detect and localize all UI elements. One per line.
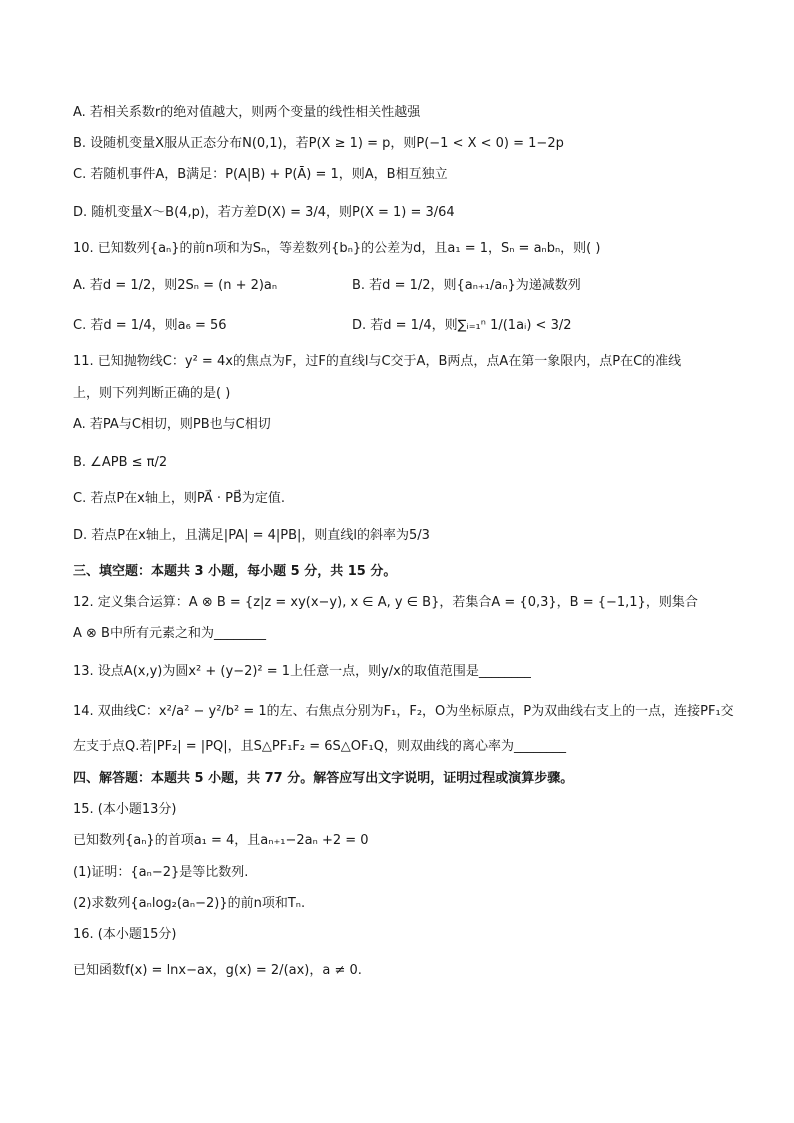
q9-option-d: D. 随机变量X～B(4,p)，若方差D(X) = 3/4，则P(X = 1) = 3/64 xyxy=(73,205,455,220)
q15-stem: 已知数列{aₙ}的首项a₁ = 4，且aₙ₊₁−2aₙ +2 = 0 xyxy=(73,833,369,848)
q10-option-d: D. 若d = 1/4，则∑ᵢ₌₁ⁿ 1/(1aᵢ) < 3/2 xyxy=(352,318,572,333)
section-3-heading: 三、填空题：本题共 3 小题，每小题 5 分，共 15 分。 xyxy=(73,564,397,579)
q12-line2: A ⊗ B中所有元素之和为________ xyxy=(73,626,266,641)
q15-title: 15. (本小题13分) xyxy=(73,802,177,817)
q11-option-d: D. 若点P在x轴上，且满足|PA| = 4|PB|，则直线l的斜率为5/3 xyxy=(73,528,430,543)
q15-part2: (2)求数列{aₙlog₂(aₙ−2)}的前n项和Tₙ. xyxy=(73,896,306,911)
q10-stem: 10. 已知数列{aₙ}的前n项和为Sₙ，等差数列{bₙ}的公差为d，且a₁ = 1，Sₙ = aₙbₙ，则( ) xyxy=(73,241,601,256)
q16-title: 16. (本小题15分) xyxy=(73,927,177,942)
q15-part1: (1)证明：{aₙ−2}是等比数列. xyxy=(73,865,249,880)
q11-stem-line1: 11. 已知抛物线C：y² = 4x的焦点为F，过F的直线l与C交于A，B两点，点A在第一象限内，点P在C的准线 xyxy=(73,354,682,369)
q11-option-b: B. ∠APB ≤ π/2 xyxy=(73,455,168,470)
q16-stem: 已知函数f(x) = lnx−ax，g(x) = 2/(ax)，a ≠ 0. xyxy=(73,963,362,978)
q12-line1: 12. 定义集合运算：A ⊗ B = {z|z = xy(x−y), x ∈ A, y ∈ B}，若集合A = {0,3}，B = {−1,1}，则集合 xyxy=(73,595,698,610)
q11-option-c: C. 若点P在x轴上，则PA⃗ · PB⃗为定值. xyxy=(73,491,286,506)
q13: 13. 设点A(x,y)为圆x² + (y−2)² = 1上任意一点，则y/x的取值范围是________ xyxy=(73,664,531,679)
q9-option-b: B. 设随机变量X服从正态分布N(0,1)，若P(X ≥ 1) = p，则P(−1 < X < 0) = 1−2p xyxy=(73,136,564,151)
q10-option-c: C. 若d = 1/4，则a₆ = 56 xyxy=(73,318,227,333)
q9-option-c: C. 若随机事件A，B满足：P(A|B) + P(Ā) = 1，则A，B相互独立 xyxy=(73,167,448,182)
q10-option-b: B. 若d = 1/2，则{aₙ₊₁/aₙ}为递减数列 xyxy=(352,278,581,293)
q11-stem-line2: 上，则下列判断正确的是( ) xyxy=(73,386,231,401)
q14-line2: 左支于点Q.若|PF₂| = |PQ|，且S△PF₁F₂ = 6S△OF₁Q，则双曲线的离心率为________ xyxy=(73,739,566,754)
q14-line1: 14. 双曲线C：x²/a² − y²/b² = 1的左、右焦点分别为F₁，F₂，O为坐标原点，P为双曲线右支上的一点，连接PF₁交 xyxy=(73,704,734,719)
q11-option-a: A. 若PA与C相切，则PB也与C相切 xyxy=(73,417,271,432)
q10-option-a: A. 若d = 1/2，则2Sₙ = (n + 2)aₙ xyxy=(73,278,278,293)
q9-option-a: A. 若相关系数r的绝对值越大，则两个变量的线性相关性越强 xyxy=(73,105,421,120)
section-4-heading: 四、解答题：本题共 5 小题，共 77 分。解答应写出文字说明，证明过程或演算步骤。 xyxy=(73,771,574,786)
